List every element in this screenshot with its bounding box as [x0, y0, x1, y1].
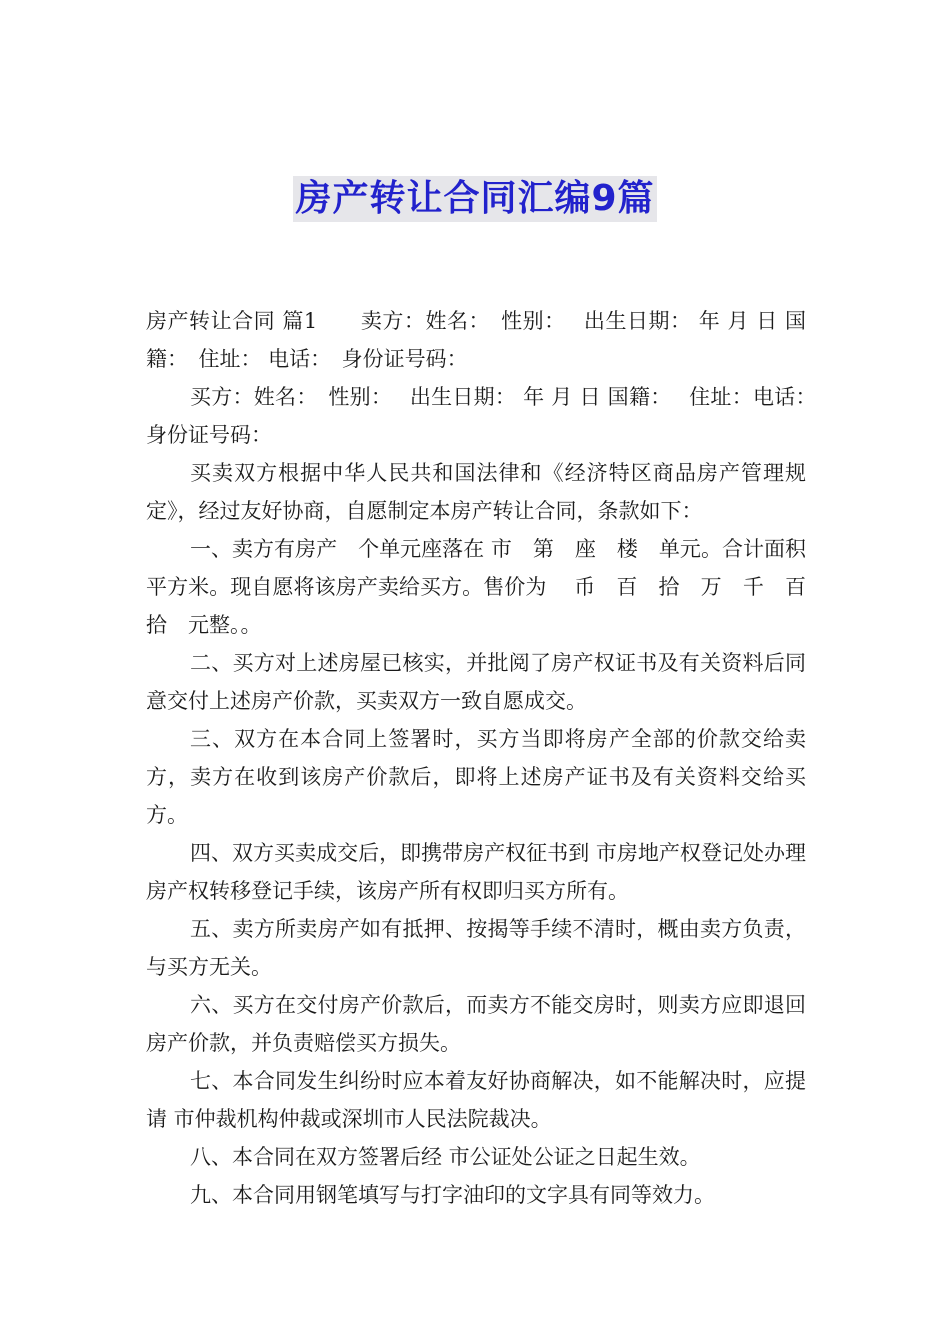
paragraph-buyer-info: 买方：姓名： 性别： 出生日期： 年 月 日 国籍： 住址：电话： 身份证号码： [146, 385, 827, 447]
clause-5: 五、卖方所卖房产如有抵押、按揭等手续不清时，概由卖方负责，与买方无关。 [146, 917, 806, 979]
title-block [0, 176, 950, 222]
clause-9: 九、本合同用钢笔填写与打字油印的文字具有同等效力。 [190, 1183, 715, 1207]
clause-4: 四、双方买卖成交后，即携带房产权征书到 市房地产权登记处办理房产权转移登记手续，该房产所有权即归买方所有。 [146, 841, 806, 903]
paragraph-seller-info: 房产转让合同 篇1 卖方：姓名： 性别： 出生日期： 年 月 日 国籍： 住址： 电话： 身份证号码： [146, 309, 806, 371]
clause-8: 八、本合同在双方签署后经 市公证处公证之日起生效。 [190, 1145, 701, 1169]
document-title: 房产转让合同汇编9篇 [293, 176, 656, 222]
clause-1: 一、卖方有房产 个单元座落在 市 第 座 楼 单元。合计面积 平方米。现自愿将该房产卖给买方。售价为 币 百 拾 万 千 百 拾 元整。。 [146, 537, 827, 637]
clause-6: 六、买方在交付房产价款后，而卖方不能交房时，则卖方应即退回房产价款，并负责赔偿买方损失。 [146, 993, 806, 1055]
clause-7: 七、本合同发生纠纷时应本着友好协商解决，如不能解决时，应提请 市仲裁机构仲裁或深圳市人民法院裁决。 [146, 1069, 806, 1131]
paragraph-preamble: 买卖双方根据中华人民共和国法律和《经济特区商品房产管理规定》，经过友好协商，自愿制定本房产转让合同，条款如下： [146, 461, 806, 523]
clause-2: 二、买方对上述房屋已核实，并批阅了房产权证书及有关资料后同意交付上述房产价款，买卖双方一致自愿成交。 [146, 651, 806, 713]
clause-3: 三、双方在本合同上签署时，买方当即将房产全部的价款交给卖方，卖方在收到该房产价款后，即将上述房产证书及有关资料交给买方。 [146, 727, 806, 827]
document-body [146, 302, 827, 1214]
